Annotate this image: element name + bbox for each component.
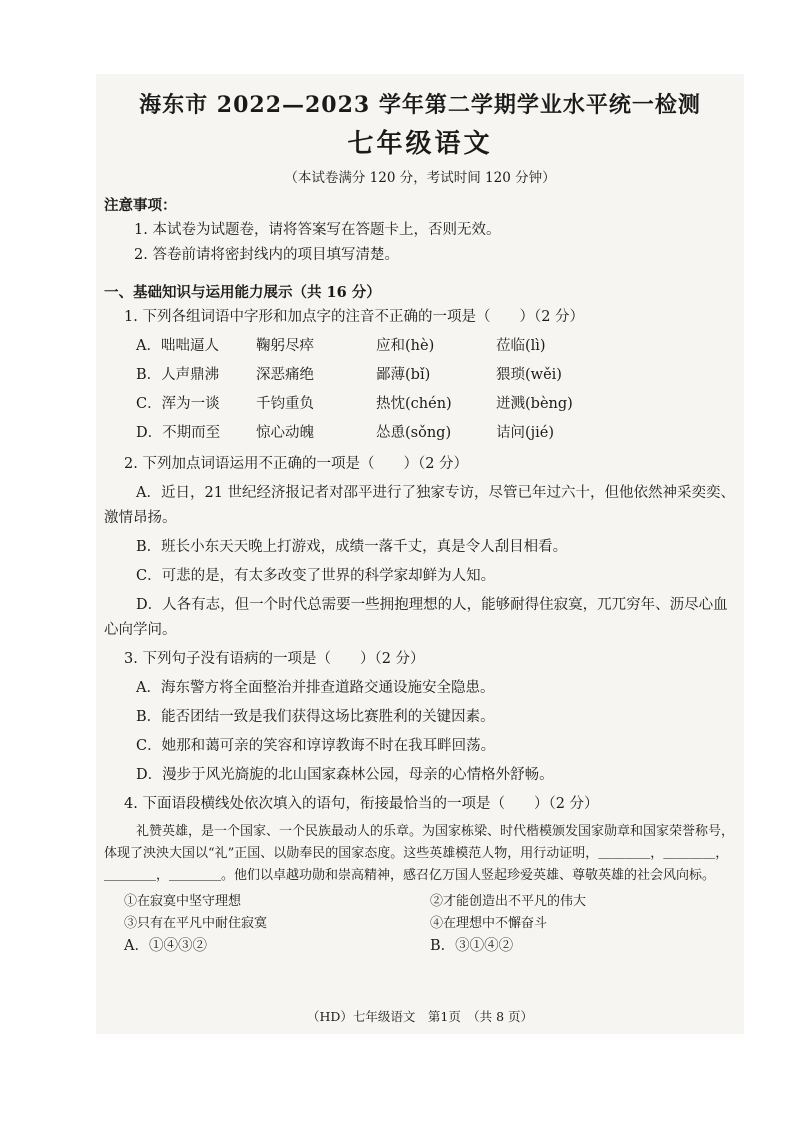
question-2-option-d: D．人各有志，但一个时代总需要一些拥抱理想的人，能够耐得住寂寞，兀兀穷年、沥尽心血心向学问。 bbox=[104, 597, 728, 638]
page-footer: （HD）七年级语文 第1页 （共 8 页） bbox=[306, 1009, 534, 1024]
exam-title: 海东市 2022—2023 学年第二学期学业水平统一检测 bbox=[139, 92, 701, 118]
question-1-option-d bbox=[104, 421, 736, 446]
cell: 莅临(lì) bbox=[496, 338, 546, 354]
question-3-option-b: B．能否团结一致是我们获得这场比赛胜利的关键因素。 bbox=[136, 709, 495, 725]
question-2-stem: 2. 下列加点词语运用不正确的一项是（ ）（2 分） bbox=[124, 456, 469, 472]
question-3-option-a: A．海东警方将全面整治并排查道路交通设施安全隐患。 bbox=[136, 680, 495, 696]
cell: 应和(hè) bbox=[376, 338, 435, 354]
question-4-passage: 礼赞英雄，是一个国家、一个民族最动人的乐章。为国家栋梁、时代楷模颁发国家勋章和国家荣誉称号，体现了泱泱大国以“礼”正国、以勋奉民的国家态度。这些英雄模范人物，用行动证明，＿＿＿＿，＿＿＿＿，＿＿＿＿，＿＿＿＿。他们以卓越功勋和崇高精神，感召亿万国人竖起珍爱英雄、尊敬英雄的社会风向标。 bbox=[104, 824, 735, 883]
question-1-stem: 1. 下列各组词语中字形和加点字的注音不正确的一项是（ ）（2 分） bbox=[124, 309, 585, 325]
question-3-option-d: D．漫步于风光旖旎的北山国家森林公园，母亲的心情格外舒畅。 bbox=[136, 767, 554, 783]
cell: 鄙薄(bǐ) bbox=[376, 367, 431, 383]
choice: ②才能创造出不平凡的伟大 bbox=[430, 894, 587, 909]
section-heading: 一、基础知识与运用能力展示（共 16 分） bbox=[104, 284, 381, 301]
question-2-option-c: C．可悲的是，有太多改变了世界的科学家却鲜为人知。 bbox=[136, 568, 496, 584]
question-1-option-c bbox=[104, 392, 736, 417]
cell: B．人声鼎沸 bbox=[136, 367, 220, 383]
cell: 怂恿(sǒng) bbox=[376, 425, 452, 441]
choice: ①在寂寞中坚守理想 bbox=[124, 894, 242, 909]
question-4-stem: 4. 下面语段横线处依次填入的语句，衔接最恰当的一项是（ ）（2 分） bbox=[124, 796, 599, 812]
question-4-choices-row bbox=[104, 913, 736, 935]
cell: 惊心动魄 bbox=[256, 425, 314, 441]
exam-info: （本试卷满分 120 分，考试时间 120 分钟） bbox=[284, 170, 556, 186]
subject-title: 七年级语文 bbox=[347, 129, 493, 159]
question-3-stem: 3. 下列句子没有语病的一项是（ ）（2 分） bbox=[124, 651, 425, 667]
choice: ④在理想中不懈奋斗 bbox=[430, 916, 548, 931]
choice: ③只有在平凡中耐住寂寞 bbox=[124, 916, 268, 931]
cell: D．不期而至 bbox=[136, 425, 221, 441]
question-2-option-a: A．近日，21 世纪经济报记者对邵平进行了独家专访，尽管已年过六十，但他依然神采奕奕、激情昂扬。 bbox=[104, 485, 736, 526]
question-4-choices-row bbox=[104, 891, 736, 913]
cell: 迸溅(bèng) bbox=[496, 396, 573, 412]
exam-page bbox=[104, 90, 736, 1024]
question-4-answers-row bbox=[104, 935, 736, 957]
cell: A．咄咄逼人 bbox=[136, 338, 219, 354]
answer-option: B．③①④② bbox=[430, 938, 514, 954]
cell: C．浑为一谈 bbox=[136, 396, 220, 412]
question-3-option-c: C．她那和蔼可亲的笑容和谆谆教诲不时在我耳畔回荡。 bbox=[136, 738, 496, 754]
answer-option: A．①④③② bbox=[124, 938, 207, 954]
cell: 鞠躬尽瘁 bbox=[256, 338, 314, 354]
question-1-option-b bbox=[104, 363, 736, 388]
cell: 热忱(chén) bbox=[376, 396, 452, 412]
note-item: 2. 答卷前请将密封线内的项目填写清楚。 bbox=[134, 247, 399, 263]
notes-heading: 注意事项： bbox=[104, 197, 177, 214]
question-1-option-a bbox=[104, 334, 736, 359]
cell: 猥琐(wěi) bbox=[496, 367, 562, 383]
cell: 深恶痛绝 bbox=[256, 367, 314, 383]
cell: 诘问(jié) bbox=[496, 425, 555, 441]
note-item: 1. 本试卷为试题卷，请将答案写在答题卡上，否则无效。 bbox=[134, 222, 501, 238]
cell: 千钧重负 bbox=[256, 396, 314, 412]
question-2-option-b: B．班长小东天天晚上打游戏，成绩一落千丈，真是令人刮目相看。 bbox=[136, 539, 568, 555]
